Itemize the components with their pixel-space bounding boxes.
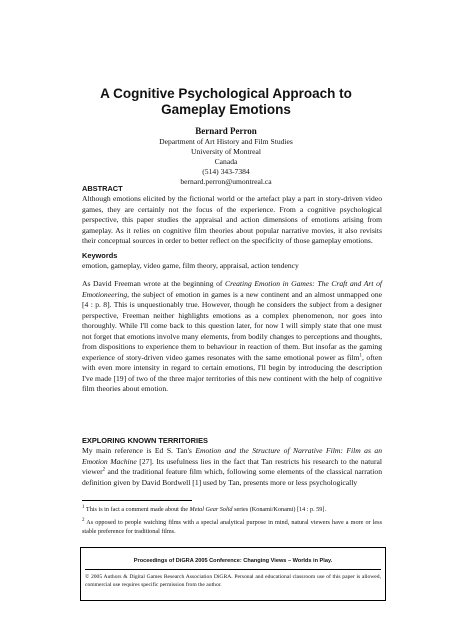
section1-text-a: My main reference is Ed S. Tan's <box>82 446 196 455</box>
proceedings-box <box>80 547 386 601</box>
author-block <box>0 125 452 187</box>
section1-text-b: [27]. Its usefulness lies in the fact that Tan restricts his research to the natural viewer <box>82 456 382 476</box>
author-email[interactable]: bernard.perron@umontreal.ca <box>180 177 272 186</box>
intro-text-a: As David Freeman wrote at the beginning of <box>82 279 226 288</box>
intro-book-title: Creating Emotion in Games: The Craft and Art of Emotioneering <box>82 279 382 299</box>
intro-text-b: , the subject of emotion in games is a new continent and an almost unmapped one [4 : p. 8]. This is unquestionably true. However, though he considers the subject from a designer perspective, Freeman neither highlights emotions as a complex phenomenon, nor goes into thoroughly. While I'll come back to this question later, for now I will simply state that one must not forget that emotions involve many elements, from bodily changes to perceptions and thoughts, from dispositions to experience them to behaviour in reaction of them. But insofar as the gaming experience of story-driven video games resonates with the same emotional power as film <box>82 289 382 362</box>
author-name: Bernard Perron <box>195 126 257 136</box>
author-university: University of Montreal <box>190 147 262 156</box>
paper-title <box>0 86 452 118</box>
footnote-1-text-b: series (Konami/Konami) [14 : p. 59]. <box>232 506 326 513</box>
footnote-ref-2[interactable]: 2 <box>102 467 106 473</box>
footnote-1-game-title: Metal Gear Solid <box>189 506 233 513</box>
section-heading-exploring: EXPLORING KNOWN TERRITORIES <box>82 436 208 445</box>
proceedings-copyright: © 2005 Authors & Digital Games Research Association DiGRA. Personal and educational classroom use of this paper is allowed, commercial use requires specific permission from the author. <box>85 574 381 588</box>
proceedings-divider <box>85 569 381 570</box>
abstract-text: Although emotions elicited by the fictional world or the artefact play a part in story-driven video games, they are certainly not the focus of the experience. From a cognitive psychological perspective, this paper studies the appraisal and action dimensions of emotions arising from gameplay. As it relies on cognitive film theories about popular narrative movies, it also revisits their conceptual sources in order to better reflect on the specificity of those gameplay emotions. <box>82 194 382 245</box>
footnote-1-text-a: This is in fact a comment made about the <box>84 506 190 513</box>
footnote-2 <box>82 518 382 536</box>
keywords-heading: Keywords <box>82 251 118 260</box>
title-line-1: A Cognitive Psychological Approach to <box>100 86 352 101</box>
footnote-ref-1[interactable]: 1 <box>359 352 362 358</box>
abstract-heading: ABSTRACT <box>82 184 123 193</box>
intro-text-c: , often with even more intensity in regard to certain emotions, I'll begin by introducing the description I've made [19] of two of the three major territories of this new continent with the help of cognitive film theories about emotion. <box>82 352 382 393</box>
section1-book-title: Emotion and the Structure of Narrative Film: Film as an Emotion Machine <box>82 446 383 466</box>
footnote-2-text: As opposed to people watching films with a special analytical purpose in mind, natural viewers have a more or less stable preference for traditional films. <box>82 519 382 535</box>
footnote-1-number: 1 <box>82 504 85 510</box>
author-country: Canada <box>214 157 238 166</box>
footnote-2-number: 2 <box>82 517 85 523</box>
author-phone: (514) 343-7384 <box>202 167 250 176</box>
proceedings-conference: Proceedings of DiGRA 2005 Conference: Changing Views – Worlds in Play. <box>133 558 333 564</box>
keywords-text: emotion, gameplay, video game, film theory, appraisal, action tendency <box>82 261 299 270</box>
section1-paragraph <box>82 446 382 488</box>
author-department: Department of Art History and Film Studies <box>159 137 293 146</box>
title-line-2: Gameplay Emotions <box>161 102 291 117</box>
footnote-1 <box>82 505 382 514</box>
footnote-divider <box>82 500 192 501</box>
intro-paragraph <box>82 279 382 395</box>
section1-text-c: and the traditional feature film which, following some elements of the classical narration definition given by David Bordwell [1] used by Tan, presents more or less psychologically <box>82 467 382 487</box>
